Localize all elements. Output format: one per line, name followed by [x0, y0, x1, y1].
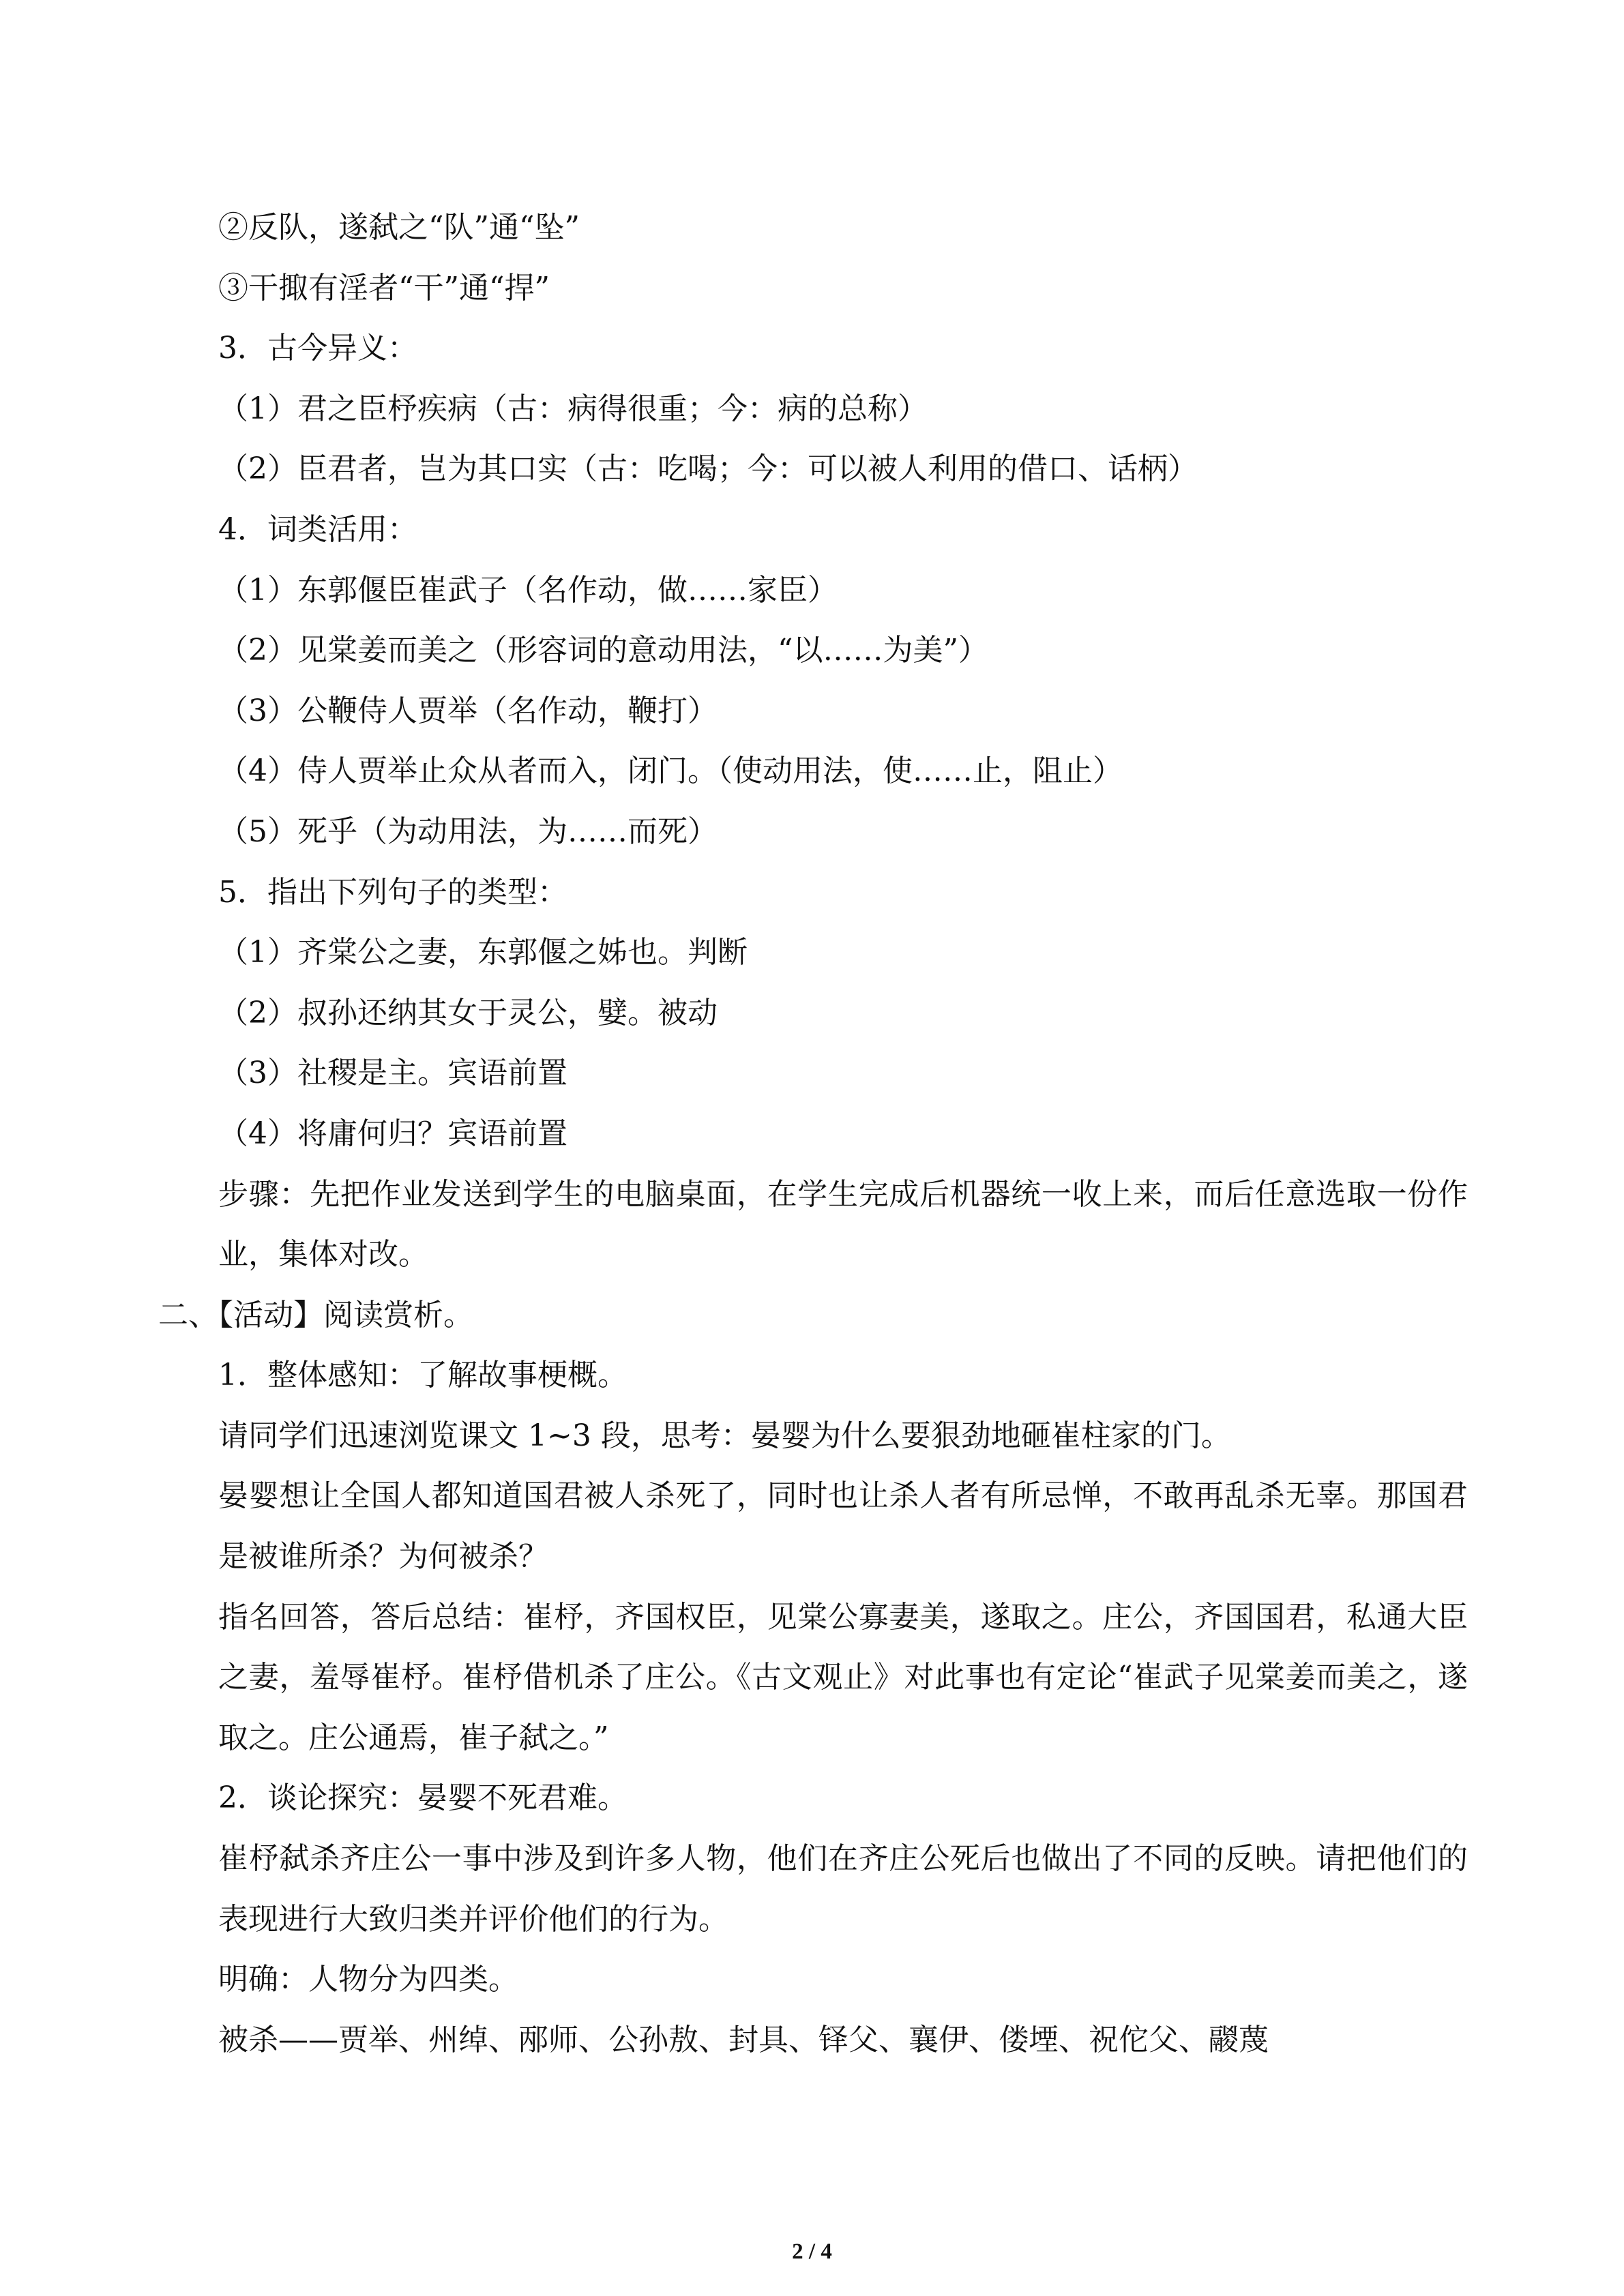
- paragraph-line: （4）将庸何归？宾语前置: [218, 1116, 567, 1151]
- paragraph-line: （4）侍人贾举止众从者而入，闭门。（使动用法，使……止，阻止）: [218, 754, 1123, 789]
- paragraph-line: （1）东郭偃臣崔武子（名作动，做……家臣）: [218, 572, 838, 608]
- paragraph-line: 步骤：先把作业发送到学生的电脑桌面，在学生完成后机器统一收上来，而后任意选取一份作业，集体对改。: [218, 1176, 1468, 1272]
- paragraph-line: 晏婴想让全国人都知道国君被人杀死了，同时也让杀人者有所忌惮，不敢再乱杀无辜。那国君是被谁所杀？为何被杀？: [218, 1478, 1468, 1575]
- paragraph-line: 二、【活动】阅读赏析。: [158, 1297, 473, 1332]
- paragraph-line: （1）齐棠公之妻，东郭偃之姊也。判断: [218, 935, 748, 970]
- paragraph-line: （3）社稷是主。宾语前置: [218, 1056, 567, 1091]
- paragraph-line: （5）死乎（为动用法，为……而死）: [218, 814, 718, 849]
- paragraph-line: 4．词类活用：: [218, 511, 417, 547]
- paragraph-line: ②反队，遂弑之“队”通“坠”: [218, 210, 580, 245]
- paragraph-line: ③干掫有淫者“干”通“捍”: [218, 270, 550, 305]
- paragraph-line: 2．谈论探究：晏婴不死君难。: [218, 1780, 628, 1816]
- paragraph-line: （1）君之臣杼疾病（古：病得很重；今：病的总称）: [218, 391, 928, 426]
- page-number: 2 / 4: [792, 2239, 832, 2264]
- paragraph-line: 请同学们迅速浏览课文 1~3 段，思考：晏婴为什么要狠劲地砸崔柱家的门。: [218, 1418, 1231, 1453]
- paragraph-line: （2）臣君者，岂为其口实（古：吃喝；今：可以被人利用的借口、话柄）: [218, 451, 1198, 487]
- paragraph-line: 指名回答，答后总结：崔杼，齐国权臣，见棠公寡妻美，遂取之。庄公，齐国国君，私通大臣之妻，羞辱崔杼。崔杼借机杀了庄公。《古文观止》对此事也有定论“崔武子见棠姜而美之，遂取之。庄公通焉，崔子弑之。”: [218, 1599, 1468, 1755]
- paragraph-line: 被杀——贾举、州绰、邴师、公孙敖、封具、铎父、襄伊、偻堙、祝佗父、鬷蔑: [218, 2022, 1269, 2057]
- paragraph-line: （2）叔孙还纳其女于灵公，嬖。被动: [218, 995, 718, 1030]
- paragraph-line: 明确：人物分为四类。: [218, 1962, 518, 1997]
- paragraph-line: 3．古今异义：: [218, 331, 417, 366]
- paragraph-line: （3）公鞭侍人贾举（名作动，鞭打）: [218, 693, 718, 728]
- paragraph-line: （2）见棠姜而美之（形容词的意动用法，“以……为美”）: [218, 633, 988, 668]
- paragraph-line: 1．整体感知：了解故事梗概。: [218, 1358, 628, 1393]
- document-body: [158, 198, 1468, 2070]
- paragraph-line: 5．指出下列句子的类型：: [218, 874, 567, 910]
- paragraph-line: 崔杼弑杀齐庄公一事中涉及到许多人物，他们在齐庄公死后也做出了不同的反映。请把他们的表现进行大致归类并评价他们的行为。: [218, 1841, 1468, 1937]
